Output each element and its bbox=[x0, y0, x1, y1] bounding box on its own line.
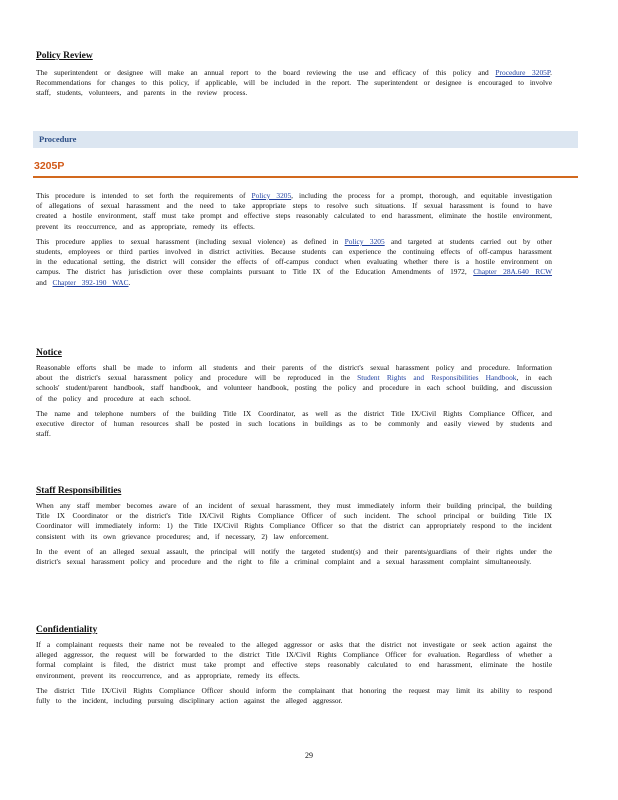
policy-review-section bbox=[36, 51, 552, 99]
notice-section bbox=[36, 348, 552, 439]
staff-paragraph-1: When any staff member becomes aware of an incident of sexual harassment, they must immediately inform their building principal, the building Title IX Coordinator or the district's Title IX/Civil Rights Compliance Officer of such incident. The school principal or building Title IX Coordinator will immediately inform: 1) the Title IX/Civil Rights Compliance Officer so that the district can appropriately respond to the incident consistent with its own grievance procedures; and, if necessary, 2) law enforcement. bbox=[36, 501, 552, 541]
procedure-banner bbox=[33, 131, 578, 148]
orange-divider bbox=[33, 176, 578, 178]
text-run: Reasonable efforts shall be made to inform all students and their parents of the district's sexual harassment policy and procedure. Information about the district's sexual harassment policy and procedure will be reproduced in the bbox=[36, 363, 552, 383]
intro-section bbox=[36, 191, 552, 288]
page-number: 29 bbox=[305, 751, 313, 760]
policy-3205-link-2[interactable]: Policy 3205 bbox=[344, 236, 385, 246]
text-run: , including the process for a prompt, thorough, and equitable investigation of allegations of sexual harassment and the need to take appropriate steps to resolve such situations. If sexual harassment is found to have created a hostile environment, staff must take prompt and effective steps reasonably calculated to end harassment, eliminate the hostile environment, prevent its reoccurrence, and as appropriate, remedy its effects. bbox=[36, 191, 552, 231]
text-run: . bbox=[128, 277, 131, 287]
wac-chapter-link[interactable]: Chapter 392-190 WAC bbox=[52, 277, 129, 287]
staff-responsibilities-section bbox=[36, 486, 552, 567]
text-run: This procedure applies to sexual harassment (including sexual violence) as defined in bbox=[36, 236, 345, 246]
intro-paragraph-2 bbox=[36, 237, 552, 288]
procedure-3205p-link[interactable]: Procedure 3205P bbox=[495, 68, 551, 77]
procedure-code: 3205P bbox=[34, 160, 65, 172]
text-run: This procedure is intended to set forth the requirements of bbox=[36, 191, 252, 200]
intro-paragraph-1 bbox=[36, 191, 552, 232]
notice-paragraph-1 bbox=[36, 363, 552, 404]
text-run: . Recommendations for changes to this policy, if applicable, will be included in the report. The superintendent or designee is encouraged to involve staff, students, volunteers, and parents in the review process. bbox=[36, 68, 552, 98]
procedure-banner-label: Procedure bbox=[39, 134, 77, 144]
text-run: and targeted at students carried out by other students, employees or third parties involved in district activities. Because students can experience the continuing effects of off-campus harassment in the educational setting, the district will consider the effects of off-campus conduct when evaluating whether there is a hostile environment on campus. The district has jurisdiction over these complaints pursuant to Title IX of the Education Amendments of 1972, bbox=[36, 236, 552, 277]
confidentiality-paragraph-2: The district Title IX/Civil Rights Compliance Officer should inform the complainant that honoring the request may limit its ability to respond fully to the incident, including pursuing disciplinary action against the alleged aggressor. bbox=[36, 685, 552, 706]
confidentiality-paragraph-1: If a complainant requests their name not be revealed to the alleged aggressor or asks that the district not investigate or seek action against the alleged aggressor, the request will be forwarded to the district Title IX/Civil Rights Compliance Officer for evaluation. Regardless of whether a formal complaint is filed, the district must take prompt and effective steps reasonably calculated to end harassment, eliminate the hostile environment, prevent its reoccurrence, and as appropriate, remedy its effects. bbox=[36, 640, 552, 680]
text-run: , in each schools' student/parent handbook, staff handbook, and volunteer handbook, posting the policy and procedure in each school building, and discussion of the policy and procedure at each school. bbox=[36, 373, 553, 403]
staff-responsibilities-heading: Staff Responsibilities bbox=[36, 486, 122, 496]
confidentiality-section bbox=[36, 625, 552, 706]
rcw-chapter-link[interactable]: Chapter 28A.640 RCW bbox=[473, 267, 553, 277]
text-run: and bbox=[36, 277, 53, 287]
policy-review-heading: Policy Review bbox=[36, 51, 93, 61]
staff-paragraph-2: In the event of an alleged sexual assault, the principal will notify the targeted student(s) and their parents/guardians of their rights under the district's sexual harassment policy and procedure and the right to file a criminal complaint and a sexual harassment complaint simultaneously. bbox=[36, 546, 552, 567]
policy-review-paragraph bbox=[36, 68, 552, 99]
policy-3205-link[interactable]: Policy 3205 bbox=[251, 191, 292, 200]
handbook-title: Student Rights and Responsibilities Handbook bbox=[357, 373, 517, 383]
text-run: The superintendent or designee will make an annual report to the board reviewing the use and efficacy of this policy and bbox=[36, 68, 496, 77]
confidentiality-heading: Confidentiality bbox=[36, 625, 98, 635]
notice-paragraph-2: The name and telephone numbers of the building Title IX Coordinator, as well as the district Title IX/Civil Rights Compliance Officer, and executive director of human resources shall be posted in such locations in buildings as to be commonly and easily viewed by students and staff. bbox=[36, 408, 552, 439]
notice-heading: Notice bbox=[36, 348, 62, 358]
